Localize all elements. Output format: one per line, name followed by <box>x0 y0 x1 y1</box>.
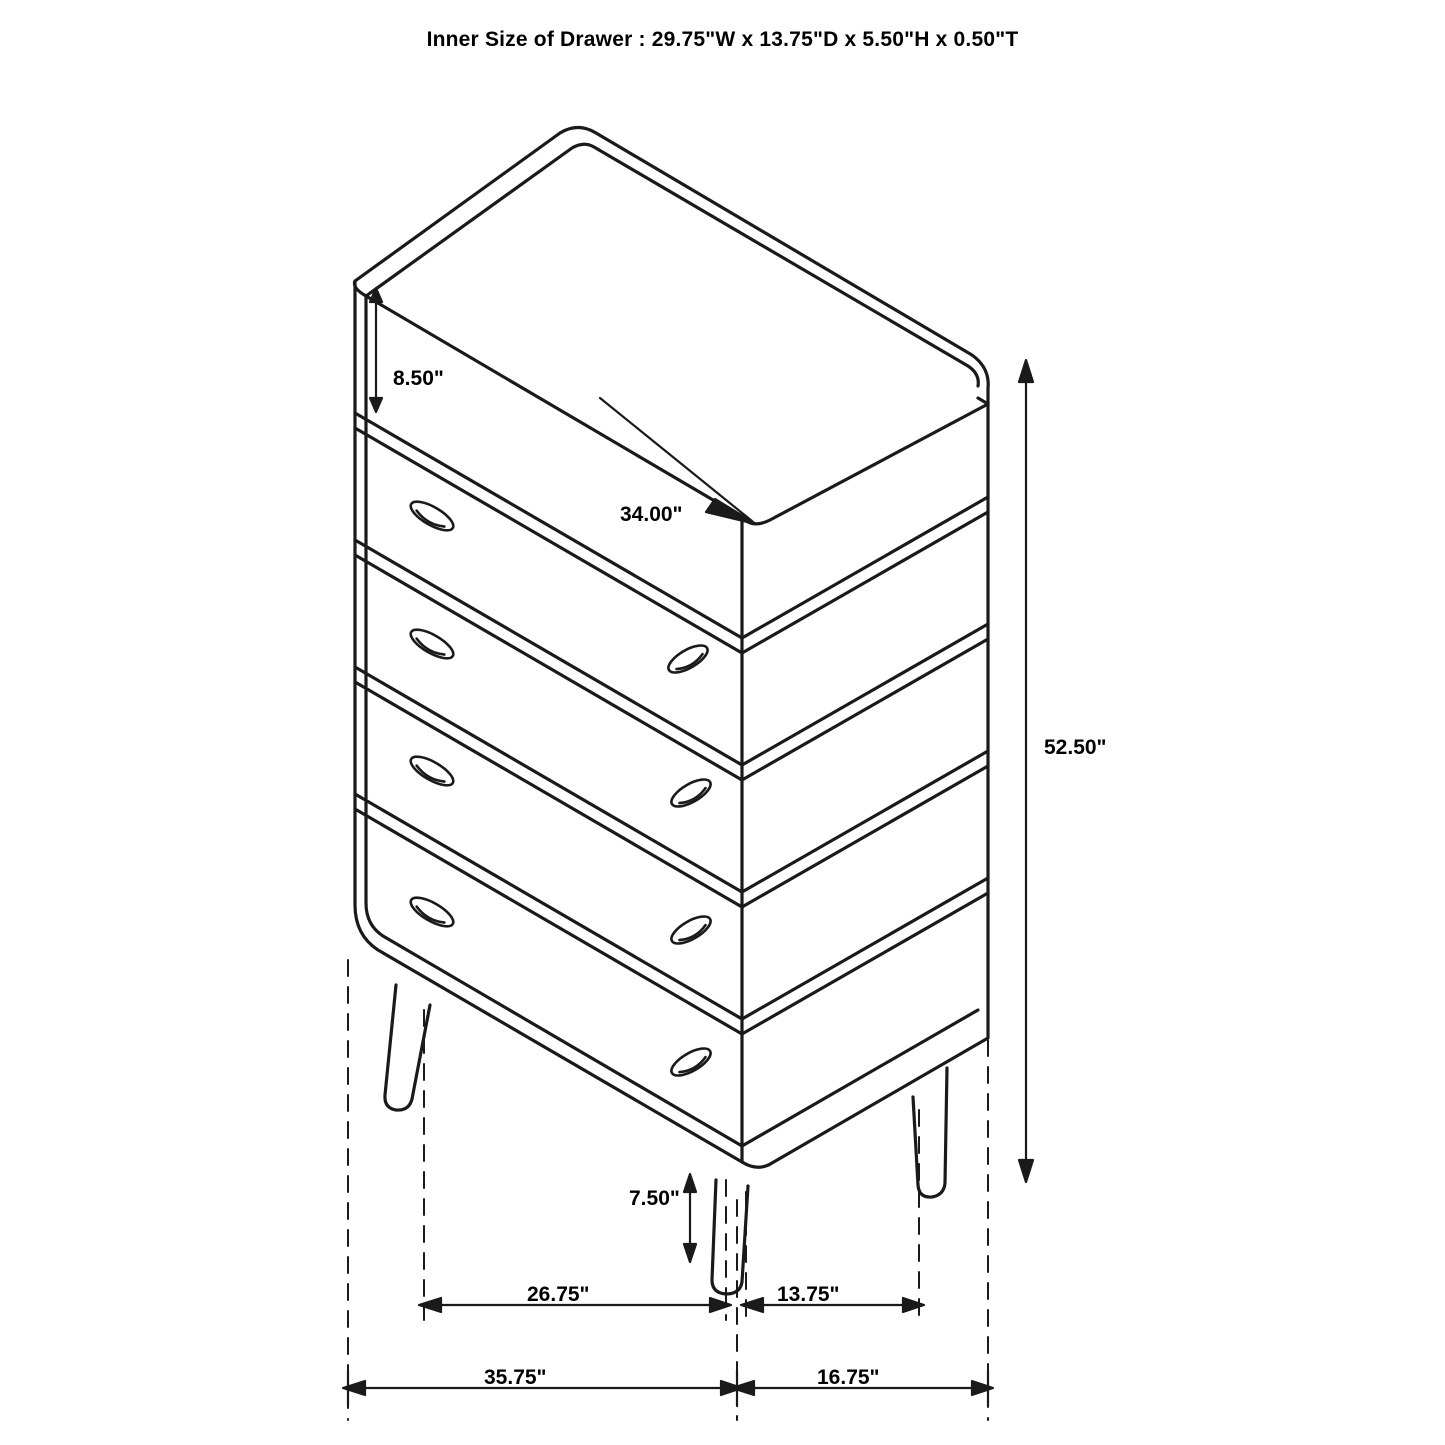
drawer-divider-lines <box>355 413 742 1034</box>
page-title: Inner Size of Drawer : 29.75"W x 13.75"D x 5.50"H x 0.50"T <box>426 28 1019 51</box>
dimension-label-overall-depth: 16.75" <box>817 1366 880 1389</box>
cabinet-side-face <box>742 398 988 1167</box>
cabinet-top-panel <box>354 128 988 524</box>
drawer-pull-oval-icon <box>407 496 458 932</box>
dimension-label-overall-width: 35.75" <box>484 1366 547 1389</box>
drawer-divider-lines-side <box>742 497 988 1034</box>
dimension-label-top-drawer-height: 8.50" <box>393 367 444 390</box>
dimension-label-front-offset: 26.75" <box>527 1283 590 1306</box>
cabinet-front-face <box>355 281 742 1162</box>
dimension-leg-height <box>684 1174 696 1262</box>
dimension-label-top-depth: 34.00" <box>620 503 683 526</box>
dimension-label-overall-height: 52.50" <box>1044 736 1107 759</box>
dimension-label-leg-height: 7.50" <box>629 1187 680 1210</box>
dimension-top-drawer-height <box>370 288 382 412</box>
dimension-overall-height <box>992 360 1048 1182</box>
cabinet-legs <box>385 985 947 1294</box>
dimension-label-side-offset: 13.75" <box>777 1283 840 1306</box>
